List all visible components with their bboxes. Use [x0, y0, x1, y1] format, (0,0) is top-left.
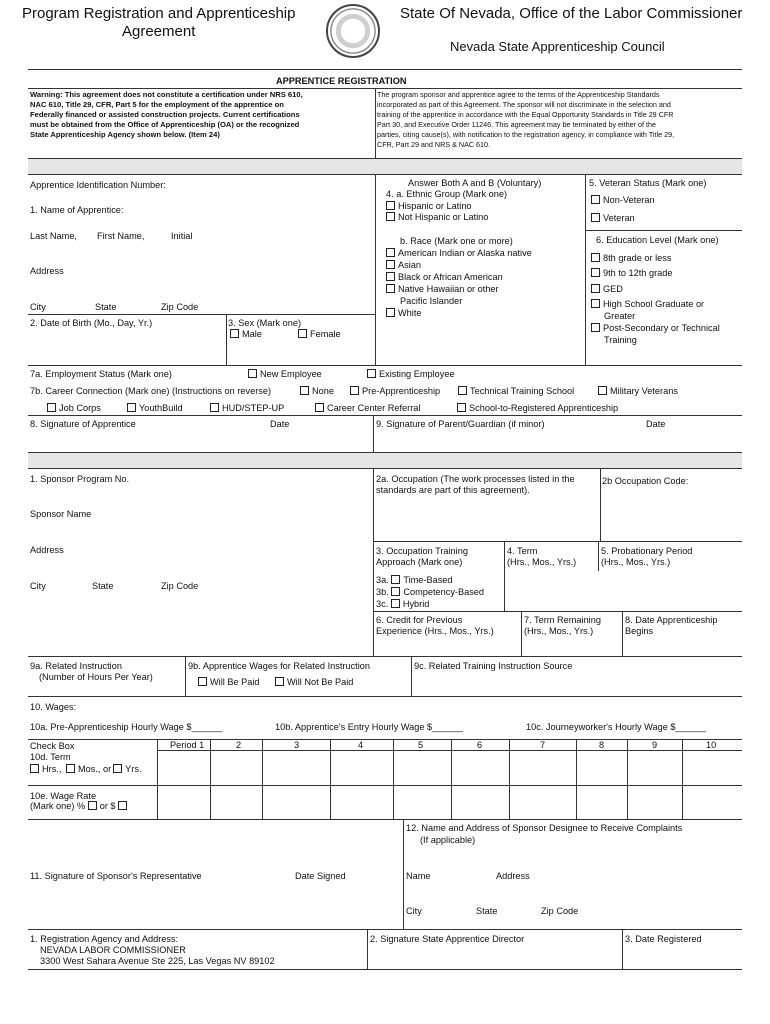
apprentice-name-label: 1. Name of Apprentice: — [30, 205, 124, 215]
parent-signature-label: 9. Signature of Parent/Guardian (if minor) — [376, 419, 545, 429]
parent-signature-date-label: Date — [646, 419, 666, 429]
will-not-be-paid-checkbox[interactable] — [275, 677, 284, 686]
existing-employee-option[interactable]: Existing Employee — [367, 369, 455, 380]
term-remaining-l1: 7. Term Remaining — [524, 615, 601, 625]
ethnic-hispanic-option[interactable]: Hispanic or Latino — [386, 201, 472, 212]
dollar-checkbox[interactable] — [118, 801, 127, 810]
credit-label-l1: 6. Credit for Previous — [376, 615, 463, 625]
percent-checkbox[interactable] — [88, 801, 97, 810]
last-name-label: Last Name, — [30, 231, 77, 241]
probation-label-l1: 5. Probationary Period — [601, 546, 693, 556]
dob-label: 2. Date of Birth (Mo., Day, Yr.) — [30, 318, 153, 328]
approach-hybrid-option[interactable]: 3c. Hybrid — [376, 599, 430, 609]
race-asian-option[interactable]: Asian — [386, 260, 421, 271]
wages-related-label: 9b. Apprentice Wages for Related Instruction — [188, 661, 370, 671]
white-checkbox[interactable] — [386, 308, 395, 317]
ged-checkbox[interactable] — [591, 284, 600, 293]
not-hispanic-checkbox[interactable] — [386, 212, 395, 221]
education-greater-label: Greater — [604, 311, 636, 321]
male-checkbox[interactable] — [230, 329, 239, 338]
sponsor-state-label: State — [92, 581, 114, 591]
occupation-label-l1: 2a. Occupation (The work processes listed in the — [376, 474, 575, 484]
career-youthbuild-option[interactable]: YouthBuild — [127, 403, 183, 414]
complaints-label-l1: 12. Name and Address of Sponsor Designee to Receive Complaints — [406, 823, 683, 833]
approach-time-option[interactable]: 3a. Time-Based — [376, 575, 453, 585]
sponsor-zip-label: Zip Code — [161, 581, 199, 591]
ethnic-label: 4. a. Ethnic Group (Mark one) — [386, 189, 508, 199]
race-label: b. Race (Mark one or more) — [400, 236, 513, 246]
period-7-header: 7 — [540, 740, 546, 750]
race-pacific-islander-label: Pacific Islander — [400, 296, 463, 306]
education-post-secondary-option[interactable]: Post-Secondary or Technical — [591, 323, 720, 334]
race-american-indian-option[interactable]: American Indian or Alaska native — [386, 248, 532, 259]
terms-text: The program sponsor and apprentice agree to the terms of the Apprenticeship Standards incorporated as part of this Agreement. The sponsor will not discriminate in the selection and training of the apprentice in accordance with the Equal Opportunity Standards in Title 29 CFR Part 30, and Executive Order 11246. This agreement may be terminated by either of the parties, citing cause(s), with notification to the registration agency, in compliance with Title 29, CFR, Part 29 and NRS & NAC 610. — [377, 90, 675, 149]
competency-based-checkbox[interactable] — [391, 587, 400, 596]
education-hs-option[interactable]: High School Graduate or — [591, 299, 704, 310]
education-training-label: Training — [604, 335, 637, 345]
education-8th-option[interactable]: 8th grade or less — [591, 253, 671, 264]
hud-checkbox[interactable] — [210, 403, 219, 412]
hs-grad-checkbox[interactable] — [591, 299, 600, 308]
veteran-yes-option[interactable]: Veteran — [591, 213, 635, 224]
9-12-grade-checkbox[interactable] — [591, 268, 600, 277]
approach-competency-option[interactable]: 3b. Competency-Based — [376, 587, 485, 597]
ethnic-not-hispanic-option[interactable]: Not Hispanic or Latino — [386, 212, 488, 223]
form-title-line1: Program Registration and Apprenticeship — [22, 5, 296, 22]
form-title-line2: Agreement — [122, 23, 196, 40]
period-2-header: 2 — [236, 740, 242, 750]
state-label: State — [95, 302, 117, 312]
related-instruction-l2: (Number of Hours Per Year) — [39, 672, 153, 682]
check-box-label: Check Box — [30, 741, 75, 751]
sex-label: 3. Sex (Mark one) — [228, 318, 302, 328]
credit-label-l2: Experience (Hrs., Mos., Yrs.) — [376, 626, 494, 636]
career-center-option[interactable]: Career Center Referral — [315, 403, 420, 414]
agency-title: State Of Nevada, Office of the Labor Commissioner — [400, 5, 743, 22]
mos-checkbox[interactable] — [66, 764, 75, 773]
american-indian-checkbox[interactable] — [386, 248, 395, 257]
related-instruction-l1: 9a. Related Instruction — [30, 661, 122, 671]
asian-checkbox[interactable] — [386, 260, 395, 269]
city-label: City — [30, 302, 46, 312]
non-veteran-checkbox[interactable] — [591, 195, 600, 204]
date-begins-l1: 8. Date Apprenticeship — [625, 615, 718, 625]
new-employee-checkbox[interactable] — [248, 369, 257, 378]
period-6-header: 6 — [477, 740, 483, 750]
career-pre-app-option[interactable]: Pre-Apprenticeship — [350, 386, 440, 397]
tech-school-checkbox[interactable] — [458, 386, 467, 395]
date-begins-l2: Begins — [625, 626, 654, 636]
complaints-label-l2: (If applicable) — [420, 835, 476, 845]
will-be-paid-checkbox[interactable] — [198, 677, 207, 686]
sponsor-name-label: Sponsor Name — [30, 509, 92, 519]
training-approach-l1: 3. Occupation Training — [376, 546, 468, 556]
8th-grade-checkbox[interactable] — [591, 253, 600, 262]
pre-apprenticeship-wage-label: 10a. Pre-Apprenticeship Hourly Wage $______ — [30, 722, 223, 732]
designee-zip-label: Zip Code — [541, 906, 579, 916]
occupation-code-label: 2b Occupation Code: — [602, 476, 689, 486]
wages-label: 10. Wages: — [30, 702, 77, 712]
female-checkbox[interactable] — [298, 329, 307, 338]
wage-rate-options[interactable]: (Mark one) % or $ — [30, 801, 130, 812]
registration-agency-name: NEVADA LABOR COMMISSIONER — [40, 945, 186, 955]
answer-both-label: Answer Both A and B (Voluntary) — [408, 178, 542, 188]
period-5-header: 5 — [418, 740, 424, 750]
probation-label-l2: (Hrs., Mos., Yrs.) — [601, 557, 671, 567]
period-8-header: 8 — [599, 740, 605, 750]
career-center-checkbox[interactable] — [315, 403, 324, 412]
term-units-options[interactable]: Hrs., Mos., or Yrs. — [30, 764, 142, 775]
apprentice-signature-date-label: Date — [270, 419, 290, 429]
initial-label: Initial — [171, 231, 193, 241]
nevada-state-seal — [326, 4, 380, 58]
career-job-corps-option[interactable]: Job Corps — [47, 403, 101, 414]
veteran-checkbox[interactable] — [591, 213, 600, 222]
term-label-l1: 4. Term — [507, 546, 538, 556]
career-school-option[interactable]: School-to-Registered Apprenticeship — [457, 403, 618, 414]
period-9-header: 9 — [652, 740, 658, 750]
time-based-checkbox[interactable] — [391, 575, 400, 584]
post-secondary-checkbox[interactable] — [591, 323, 600, 332]
registration-agency-address: 3300 West Sahara Avenue Ste 225, Las Vegas NV 89102 — [40, 956, 275, 966]
race-white-option[interactable]: White — [386, 308, 422, 319]
sex-male-option[interactable]: Male — [230, 329, 262, 340]
sponsor-address-label: Address — [30, 545, 64, 555]
period-10-header: 10 — [706, 740, 717, 750]
apprentice-registration-heading: APPRENTICE REGISTRATION — [276, 76, 407, 86]
council-title: Nevada State Apprenticeship Council — [450, 39, 665, 54]
military-veterans-checkbox[interactable] — [598, 386, 607, 395]
date-registered-label: 3. Date Registered — [625, 934, 702, 944]
employment-status-label: 7a. Employment Status (Mark one) — [30, 369, 172, 379]
designee-name-label: Name — [406, 871, 431, 881]
race-hawaiian-option[interactable]: Native Hawaiian or other — [386, 284, 499, 295]
designee-address-label: Address — [496, 871, 530, 881]
sponsor-city-label: City — [30, 581, 46, 591]
address-label: Address — [30, 266, 64, 276]
journeyworker-wage-label: 10c. Journeyworker's Hourly Wage $______ — [526, 722, 707, 732]
sponsor-rep-signature-label: 11. Signature of Sponsor's Representative — [30, 871, 202, 881]
term-remaining-l2: (Hrs., Mos., Yrs.) — [524, 626, 594, 636]
date-signed-label: Date Signed — [295, 871, 346, 881]
apprentice-signature-label: 8. Signature of Apprentice — [30, 419, 136, 429]
career-hud-option[interactable]: HUD/STEP-UP — [210, 403, 284, 414]
black-checkbox[interactable] — [386, 272, 395, 281]
occupation-label-l2: standards are part of this agreement). — [376, 485, 530, 495]
sponsor-program-no-label: 1. Sponsor Program No. — [30, 474, 130, 484]
entry-wage-label: 10b. Apprentice's Entry Hourly Wage $______ — [275, 722, 463, 732]
none-checkbox[interactable] — [300, 386, 309, 395]
job-corps-checkbox[interactable] — [47, 403, 56, 412]
hispanic-checkbox[interactable] — [386, 201, 395, 210]
career-none-option[interactable]: None — [300, 386, 334, 397]
term-label-l2: (Hrs., Mos., Yrs.) — [507, 557, 577, 567]
period-3-header: 3 — [294, 740, 300, 750]
education-9-12-option[interactable]: 9th to 12th grade — [591, 268, 672, 279]
youthbuild-checkbox[interactable] — [127, 403, 136, 412]
instruction-source-label: 9c. Related Training Instruction Source — [414, 661, 573, 671]
designee-state-label: State — [476, 906, 498, 916]
first-name-label: First Name, — [97, 231, 145, 241]
hybrid-checkbox[interactable] — [391, 599, 400, 608]
career-military-option[interactable]: Military Veterans — [598, 386, 678, 397]
career-connection-label: 7b. Career Connection (Mark one) (Instructions on reverse) — [30, 386, 272, 396]
education-ged-option[interactable]: GED — [591, 284, 623, 295]
will-be-paid-option[interactable]: Will Be Paid — [198, 677, 260, 688]
apprentice-id-label: Apprentice Identification Number: — [30, 180, 166, 190]
registration-agency-label: 1. Registration Agency and Address: — [30, 934, 179, 944]
sex-female-option[interactable]: Female — [298, 329, 341, 340]
period-4-header: 4 — [358, 740, 364, 750]
pre-apprenticeship-checkbox[interactable] — [350, 386, 359, 395]
wage-rate-label: 10e. Wage Rate — [30, 791, 97, 801]
race-black-option[interactable]: Black or African American — [386, 272, 503, 283]
education-label: 6. Education Level (Mark one) — [596, 235, 719, 245]
designee-city-label: City — [406, 906, 422, 916]
new-employee-option[interactable]: New Employee — [248, 369, 322, 380]
period-1-header: Period 1 — [170, 740, 205, 750]
warning-text: Warning: This agreement does not constitute a certification under NRS 610, NAC 610, Title 29, CFR, Part 5 for the employment of the apprentice on Federally financed or assisted construction projects. Current certifications must be obtained from the Office of Apprenticeship (OA) or the recognized State Apprenticeship Agency shown below. (Item 24) — [30, 90, 303, 139]
hawaiian-checkbox[interactable] — [386, 284, 395, 293]
will-not-be-paid-option[interactable]: Will Not Be Paid — [275, 677, 353, 688]
yrs-checkbox[interactable] — [113, 764, 122, 773]
veteran-non-option[interactable]: Non-Veteran — [591, 195, 655, 206]
director-signature-label: 2. Signature State Apprentice Director — [370, 934, 525, 944]
training-approach-l2: Approach (Mark one) — [376, 557, 463, 567]
existing-employee-checkbox[interactable] — [367, 369, 376, 378]
career-tech-school-option[interactable]: Technical Training School — [458, 386, 574, 397]
hrs-checkbox[interactable] — [30, 764, 39, 773]
school-to-registered-checkbox[interactable] — [457, 403, 466, 412]
zip-label: Zip Code — [161, 302, 199, 312]
veteran-label: 5. Veteran Status (Mark one) — [589, 178, 707, 188]
term-row-label: 10d. Term — [30, 752, 71, 762]
